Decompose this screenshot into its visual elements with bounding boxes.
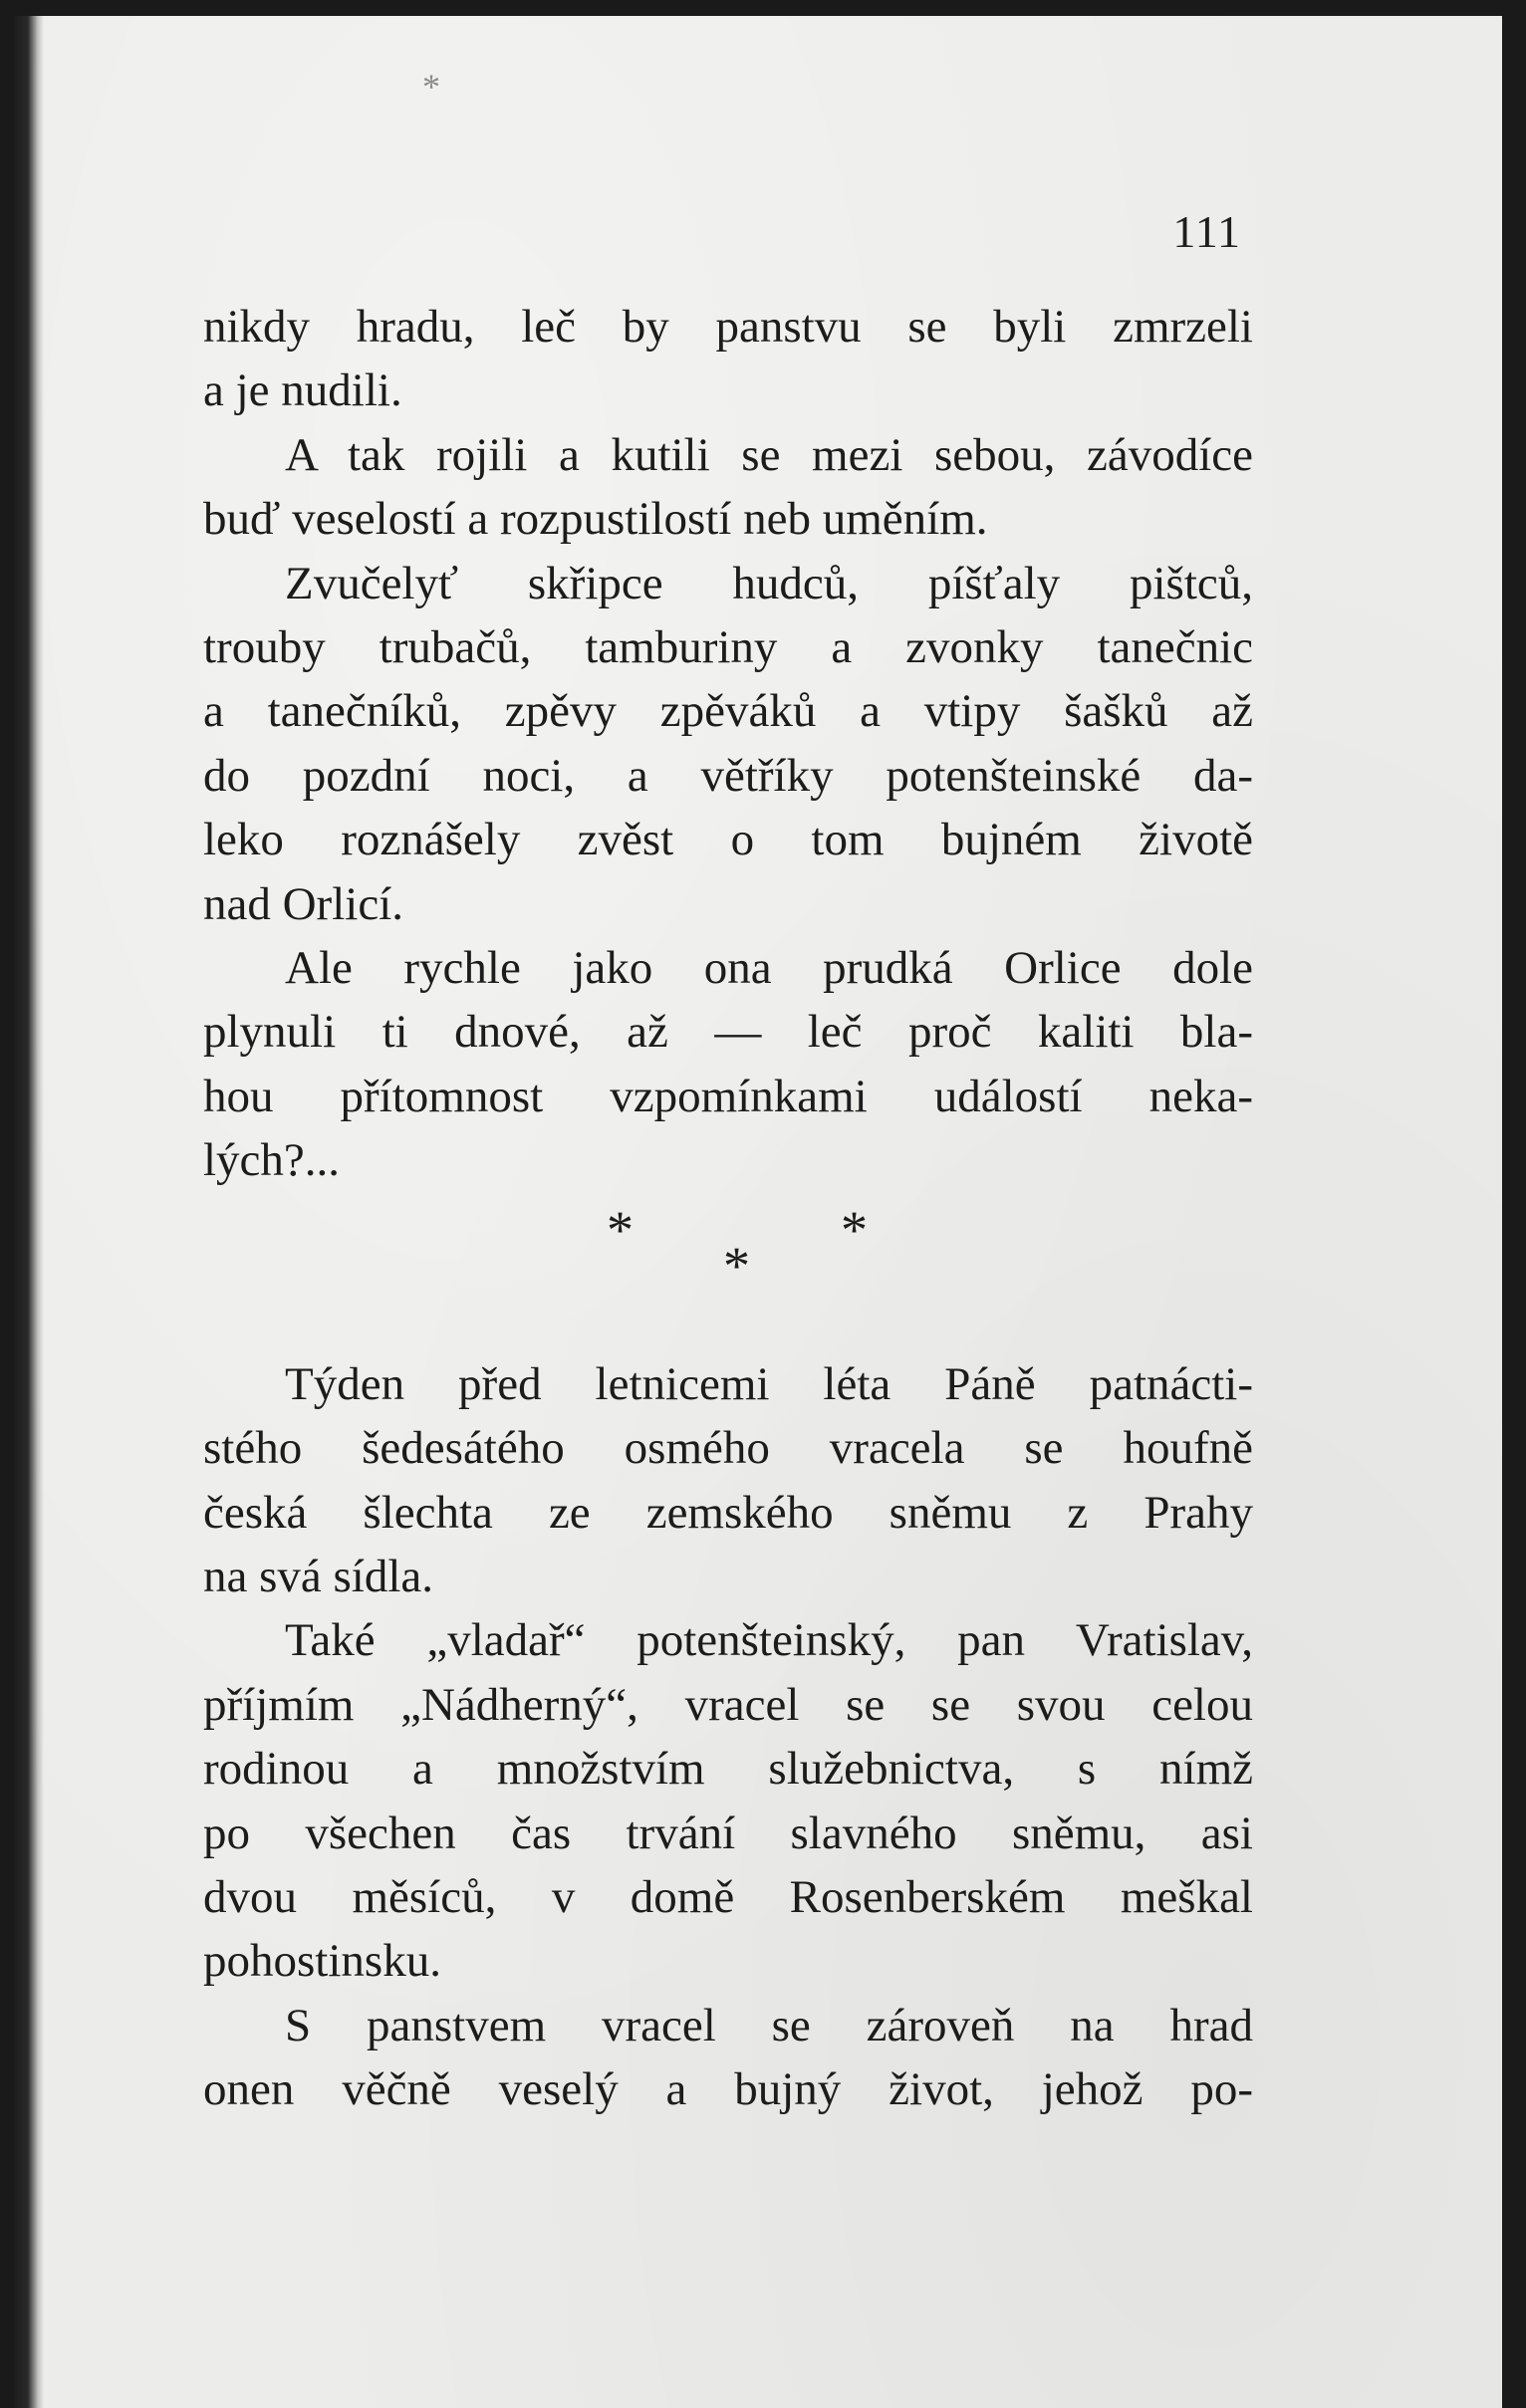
paragraph <box>203 423 1253 552</box>
text-line: do pozdní noci, a větříky potenšteinské da- <box>203 749 1253 802</box>
asterisk: * <box>607 1199 634 1260</box>
text-line: pohostinsku. <box>203 1935 441 1988</box>
text-line: po všechen čas trvání slavného sněmu, asi <box>203 1806 1253 1859</box>
text-line: stého šedesátého osmého vracela se houfně <box>203 1422 1253 1475</box>
text-section-after-break <box>203 1352 1253 2122</box>
text-line: nad Orlicí. <box>203 877 403 930</box>
text-line: a je nudili. <box>203 364 402 417</box>
text-line: leko roznášely zvěst o tom bujném životě <box>203 814 1253 866</box>
text-line: hou přítomnost vzpomínkami událostí neka- <box>203 1070 1253 1122</box>
text-line: Týden před letnicemi léta Páně patnácti- <box>285 1357 1253 1410</box>
stray-ink-mark: * <box>422 67 440 107</box>
paragraph <box>203 552 1253 936</box>
book-page <box>14 16 1502 2408</box>
text-line: S panstvem vracel se zároveň na hrad <box>285 1999 1253 2051</box>
text-line: na svá sídla. <box>203 1550 434 1602</box>
paragraph <box>203 295 1253 423</box>
text-line: trouby trubačů, tamburiny a zvonky tanečnic <box>203 621 1253 674</box>
paragraph <box>203 1994 1253 2122</box>
text-line: onen věčně veselý a bujný život, jehož po- <box>203 2063 1253 2116</box>
text-line: česká šlechta ze zemského sněmu z Prahy <box>203 1486 1253 1539</box>
text-line: Ale rychle jako ona prudká Orlice dole <box>285 942 1253 995</box>
text-line: Také „vladař“ potenšteinský, pan Vratislav, <box>285 1614 1253 1667</box>
text-line: plynuli ti dnové, až — leč proč kaliti bla- <box>203 1006 1253 1059</box>
text-line: dvou měsíců, v domě Rosenberském meškal <box>203 1870 1253 1923</box>
page-number: 111 <box>1172 206 1241 257</box>
body-text <box>203 295 1253 2122</box>
text-line: A tak rojili a kutili se mezi sebou, závodíce <box>285 428 1253 481</box>
paragraph <box>203 1608 1253 1993</box>
text-line: Zvučelyť skřipce hudců, píšťaly pištců, <box>285 557 1253 609</box>
text-line: lých?... <box>203 1134 341 1187</box>
text-line: a tanečníků, zpěvy zpěváků a vtipy šašků až <box>203 685 1253 738</box>
text-line: buď veselostí a rozpustilostí neb uměním. <box>203 493 988 546</box>
paragraph <box>203 1352 1253 1609</box>
text-line: nikdy hradu, leč by panstvu se byli zmrzeli <box>203 301 1253 353</box>
asterisk: * <box>841 1199 868 1260</box>
binding-edge <box>14 16 44 2408</box>
text-line: rodinou a množstvím služebnictva, s nímž <box>203 1743 1253 1796</box>
asterisk: * <box>723 1235 750 1296</box>
text-line: příjmím „Nádherný“, vracel se se svou celou <box>203 1678 1253 1731</box>
text-section-before-break <box>203 295 1253 1193</box>
paragraph <box>203 936 1253 1193</box>
section-break <box>203 1193 1253 1352</box>
